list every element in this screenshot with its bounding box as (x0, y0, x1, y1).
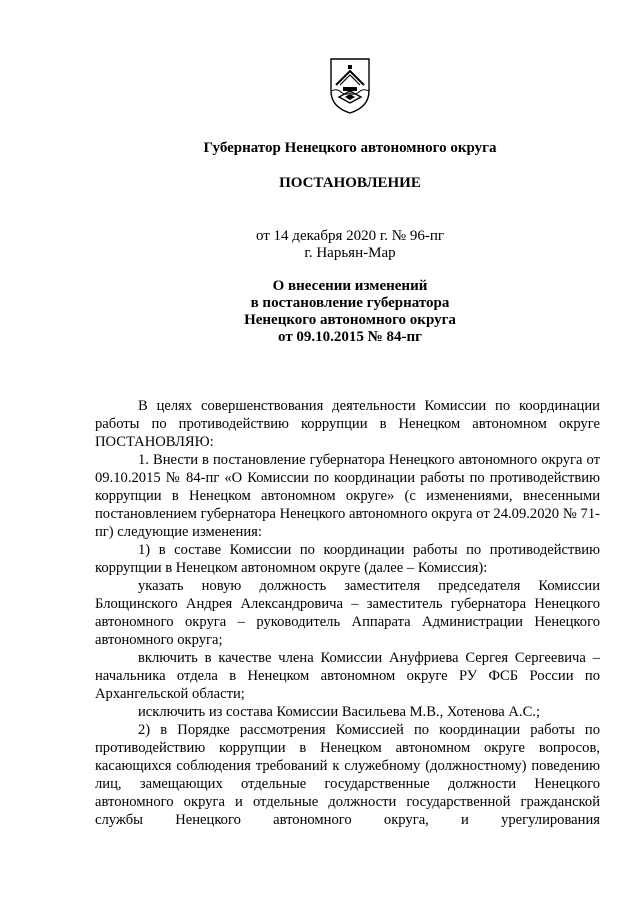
item-1-2-paragraph: 2) в Порядке рассмотрения Комиссией по координации работы по противодействию коррупции в Ненецком автономном округе вопросов, касающихся соблюдения требований к служебному (должностному) поведению лиц, замещающих отдельные государственные должности Ненецкого автономного округа и отдельные должности государственной гражданской службы Ненецкого автономного округа, и урегулирования (95, 722, 600, 828)
subject-line: от 09.10.2015 № 84-пг (278, 329, 422, 345)
subject-line: в постановление губернатора (250, 295, 450, 311)
item-1-1-change-a: указать новую должность заместителя председателя Комиссии Блощинского Андрея Александровича – заместитель губернатора Ненецкого автономного округа – руководитель Аппарата Администрации Ненецкого автономного округа; (95, 578, 600, 648)
item-1-1-change-b: включить в качестве члена Комиссии Ануфриева Сергея Сергеевича – начальника отдела в Ненецком автономном округе РУ ФСБ России по Архангельской области; (95, 650, 600, 702)
subject-line: О внесении изменений (272, 278, 428, 294)
item-1-1-change-c: исключить из состава Комиссии Васильева М.В., Хотенова А.С.; (138, 704, 541, 720)
coat-of-arms-emblem (327, 55, 373, 115)
document-date-number: от 14 декабря 2020 г. № 96-пг (255, 228, 445, 244)
document-type: ПОСТАНОВЛЕНИЕ (279, 175, 421, 191)
preamble-paragraph: В целях совершенствования деятельности Комиссии по координации работы по противодействию коррупции в Ненецком автономном округе (95, 398, 600, 432)
item-1-paragraph: 1. Внести в постановление губернатора Ненецкого автономного округа от 09.10.2015 № 84-пг «О Комиссии по координации работы по противодействию коррупции в Ненецком автономном округе» (с изменениями, внесенными постановлением губернатора Ненецкого автономного округа от 24.09.2020 № 71-пг) следующие изменения: (95, 452, 600, 540)
document-subject (0, 278, 640, 346)
document-city: г. Нарьян-Мар (304, 245, 396, 261)
document-body (95, 397, 600, 829)
issuing-authority: Губернатор Ненецкого автономного округа (203, 140, 497, 156)
decree-word: ПОСТАНОВЛЯЮ: (95, 434, 214, 450)
item-1-1-paragraph: 1) в составе Комиссии по координации работы по противодействию коррупции в Ненецком автономном округе (далее – Комиссия): (95, 542, 600, 576)
subject-line: Ненецкого автономного округа (244, 312, 456, 328)
